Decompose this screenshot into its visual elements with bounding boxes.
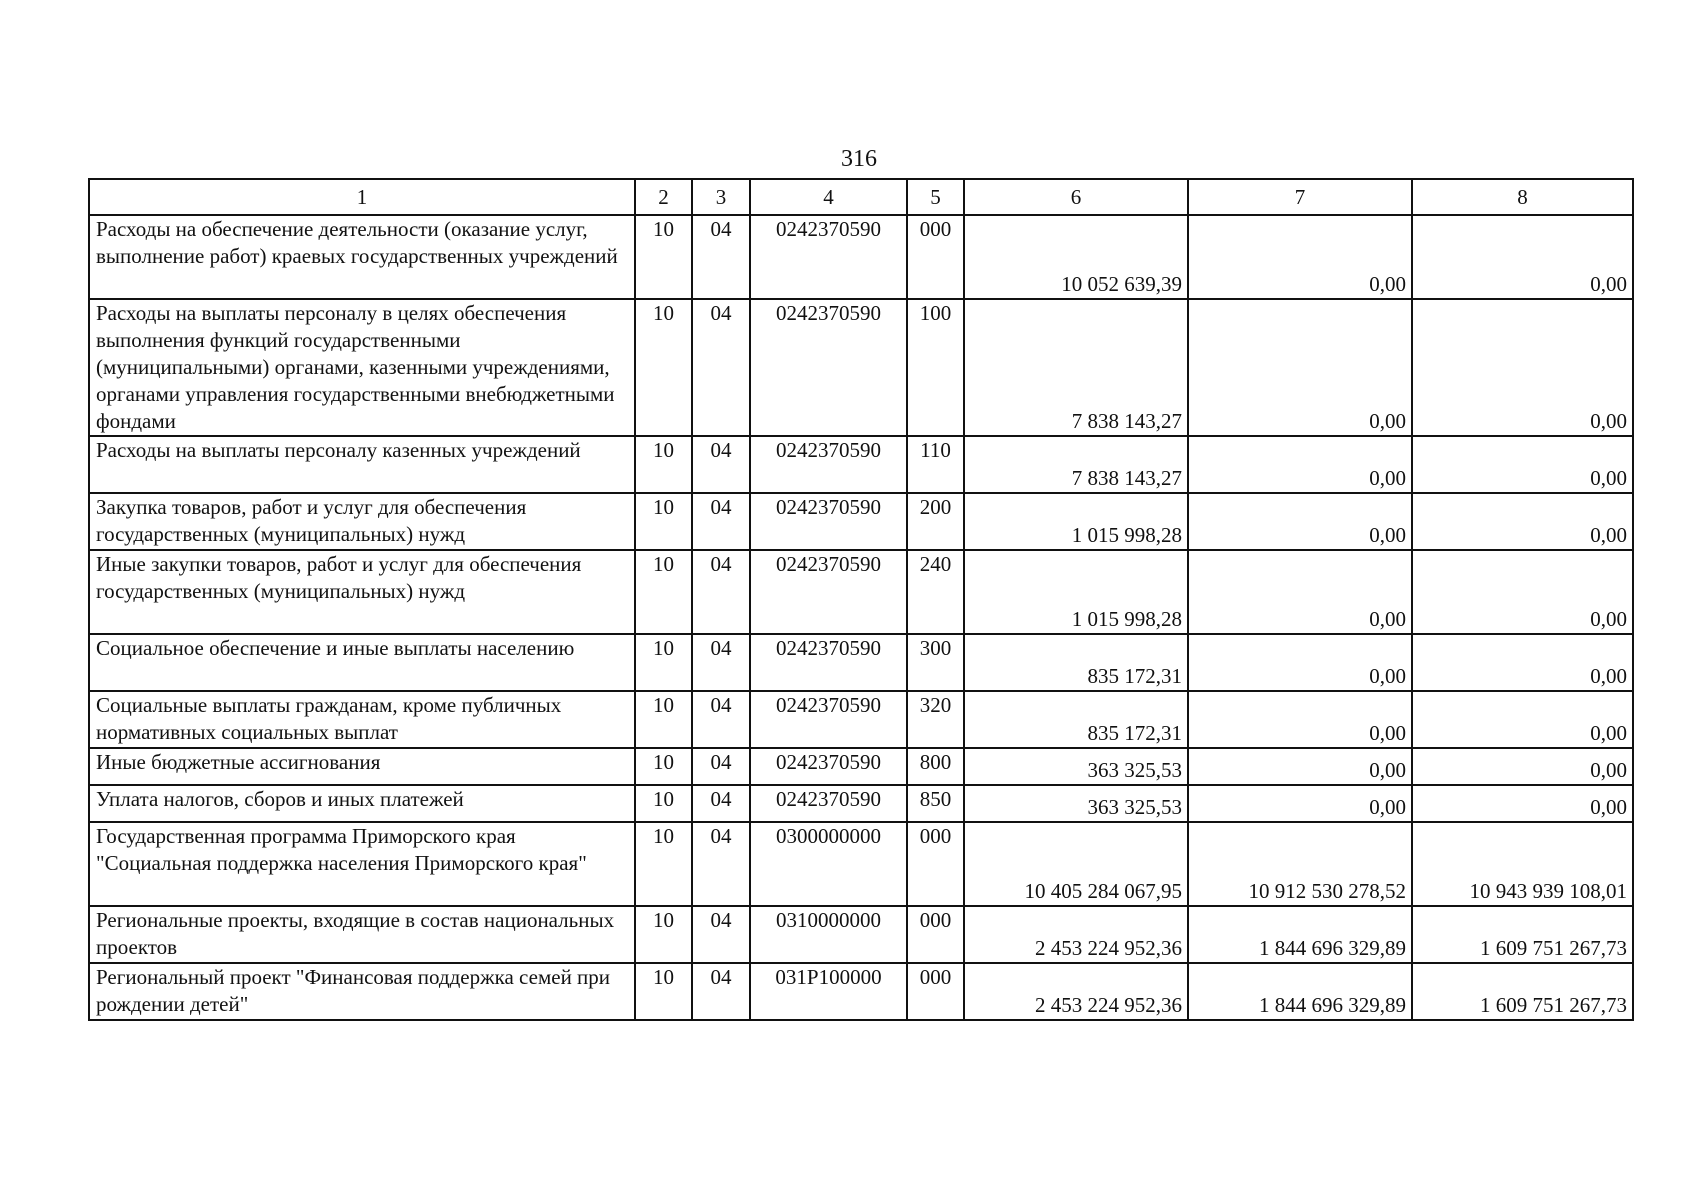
table-row — [89, 493, 1633, 550]
row-description: Социальные выплаты гражданам, кроме публичных нормативных социальных выплат — [89, 691, 635, 748]
table-row — [89, 785, 1633, 822]
subsection-code: 04 — [692, 822, 750, 906]
target-item-code: 0242370590 — [750, 550, 907, 634]
table-row — [89, 436, 1633, 493]
amount-col-7: 0,00 — [1188, 785, 1412, 822]
target-item-code: 0242370590 — [750, 691, 907, 748]
column-header: 8 — [1412, 179, 1633, 215]
expense-type-code: 000 — [907, 215, 964, 299]
amount-col-8: 10 943 939 108,01 — [1412, 822, 1633, 906]
amount-col-7: 0,00 — [1188, 634, 1412, 691]
amount-col-8: 0,00 — [1412, 691, 1633, 748]
target-item-code: 0242370590 — [750, 436, 907, 493]
table-row — [89, 691, 1633, 748]
section-code: 10 — [635, 493, 692, 550]
row-description: Региональные проекты, входящие в состав национальных проектов — [89, 906, 635, 963]
amount-col-6: 2 453 224 952,36 — [964, 963, 1188, 1020]
amount-col-7: 1 844 696 329,89 — [1188, 963, 1412, 1020]
expense-type-code: 110 — [907, 436, 964, 493]
subsection-code: 04 — [692, 634, 750, 691]
amount-col-7: 0,00 — [1188, 550, 1412, 634]
target-item-code: 0300000000 — [750, 822, 907, 906]
table-body — [89, 215, 1633, 1020]
amount-col-6: 7 838 143,27 — [964, 436, 1188, 493]
amount-col-6: 363 325,53 — [964, 785, 1188, 822]
section-code: 10 — [635, 906, 692, 963]
target-item-code: 0242370590 — [750, 493, 907, 550]
header-row — [89, 179, 1633, 215]
target-item-code: 0242370590 — [750, 215, 907, 299]
amount-col-8: 0,00 — [1412, 634, 1633, 691]
column-header: 5 — [907, 179, 964, 215]
section-code: 10 — [635, 748, 692, 785]
expense-type-code: 320 — [907, 691, 964, 748]
amount-col-8: 0,00 — [1412, 215, 1633, 299]
amount-col-8: 1 609 751 267,73 — [1412, 963, 1633, 1020]
section-code: 10 — [635, 550, 692, 634]
column-header: 2 — [635, 179, 692, 215]
section-code: 10 — [635, 785, 692, 822]
amount-col-7: 0,00 — [1188, 691, 1412, 748]
subsection-code: 04 — [692, 691, 750, 748]
expense-type-code: 300 — [907, 634, 964, 691]
section-code: 10 — [635, 215, 692, 299]
column-header: 7 — [1188, 179, 1412, 215]
table-row — [89, 822, 1633, 906]
expense-type-code: 000 — [907, 906, 964, 963]
budget-table — [88, 178, 1634, 1021]
expense-type-code: 850 — [907, 785, 964, 822]
target-item-code: 0242370590 — [750, 748, 907, 785]
amount-col-7: 1 844 696 329,89 — [1188, 906, 1412, 963]
table-row — [89, 550, 1633, 634]
amount-col-8: 1 609 751 267,73 — [1412, 906, 1633, 963]
table-row — [89, 634, 1633, 691]
target-item-code: 0242370590 — [750, 785, 907, 822]
expense-type-code: 200 — [907, 493, 964, 550]
target-item-code: 031P100000 — [750, 963, 907, 1020]
row-description: Региональный проект "Финансовая поддержка семей при рождении детей" — [89, 963, 635, 1020]
table-row — [89, 299, 1633, 436]
row-description: Уплата налогов, сборов и иных платежей — [89, 785, 635, 822]
amount-col-7: 0,00 — [1188, 215, 1412, 299]
amount-col-6: 10 405 284 067,95 — [964, 822, 1188, 906]
subsection-code: 04 — [692, 436, 750, 493]
section-code: 10 — [635, 691, 692, 748]
row-description: Иные бюджетные ассигнования — [89, 748, 635, 785]
row-description: Расходы на выплаты персоналу казенных учреждений — [89, 436, 635, 493]
amount-col-8: 0,00 — [1412, 493, 1633, 550]
amount-col-6: 363 325,53 — [964, 748, 1188, 785]
target-item-code: 0242370590 — [750, 299, 907, 436]
amount-col-6: 835 172,31 — [964, 634, 1188, 691]
amount-col-8: 0,00 — [1412, 550, 1633, 634]
amount-col-7: 0,00 — [1188, 436, 1412, 493]
expense-type-code: 100 — [907, 299, 964, 436]
amount-col-7: 0,00 — [1188, 748, 1412, 785]
row-description: Расходы на обеспечение деятельности (оказание услуг, выполнение работ) краевых государственных учреждений — [89, 215, 635, 299]
expense-type-code: 800 — [907, 748, 964, 785]
table-row — [89, 215, 1633, 299]
target-item-code: 0310000000 — [750, 906, 907, 963]
subsection-code: 04 — [692, 785, 750, 822]
amount-col-7: 0,00 — [1188, 493, 1412, 550]
amount-col-6: 7 838 143,27 — [964, 299, 1188, 436]
amount-col-8: 0,00 — [1412, 299, 1633, 436]
table-row — [89, 906, 1633, 963]
row-description: Государственная программа Приморского края "Социальная поддержка населения Приморского края" — [89, 822, 635, 906]
column-header: 4 — [750, 179, 907, 215]
amount-col-8: 0,00 — [1412, 785, 1633, 822]
subsection-code: 04 — [692, 299, 750, 436]
subsection-code: 04 — [692, 748, 750, 785]
row-description: Иные закупки товаров, работ и услуг для обеспечения государственных (муниципальных) нужд — [89, 550, 635, 634]
expense-type-code: 000 — [907, 822, 964, 906]
subsection-code: 04 — [692, 906, 750, 963]
section-code: 10 — [635, 436, 692, 493]
table-row — [89, 748, 1633, 785]
section-code: 10 — [635, 634, 692, 691]
amount-col-6: 1 015 998,28 — [964, 550, 1188, 634]
column-header: 3 — [692, 179, 750, 215]
amount-col-8: 0,00 — [1412, 436, 1633, 493]
subsection-code: 04 — [692, 550, 750, 634]
row-description: Социальное обеспечение и иные выплаты населению — [89, 634, 635, 691]
row-description: Расходы на выплаты персоналу в целях обеспечения выполнения функций государственными (муниципальными) органами, казенными учреждениями, органами управления государственными внебюджетными фондами — [89, 299, 635, 436]
expense-type-code: 000 — [907, 963, 964, 1020]
amount-col-6: 1 015 998,28 — [964, 493, 1188, 550]
subsection-code: 04 — [692, 215, 750, 299]
subsection-code: 04 — [692, 493, 750, 550]
expense-type-code: 240 — [907, 550, 964, 634]
row-description: Закупка товаров, работ и услуг для обеспечения государственных (муниципальных) нужд — [89, 493, 635, 550]
amount-col-7: 0,00 — [1188, 299, 1412, 436]
section-code: 10 — [635, 963, 692, 1020]
amount-col-6: 2 453 224 952,36 — [964, 906, 1188, 963]
column-header: 6 — [964, 179, 1188, 215]
amount-col-6: 10 052 639,39 — [964, 215, 1188, 299]
amount-col-7: 10 912 530 278,52 — [1188, 822, 1412, 906]
target-item-code: 0242370590 — [750, 634, 907, 691]
section-code: 10 — [635, 299, 692, 436]
subsection-code: 04 — [692, 963, 750, 1020]
section-code: 10 — [635, 822, 692, 906]
amount-col-8: 0,00 — [1412, 748, 1633, 785]
amount-col-6: 835 172,31 — [964, 691, 1188, 748]
page-number: 316 — [841, 146, 877, 172]
table-row — [89, 963, 1633, 1020]
column-header: 1 — [89, 179, 635, 215]
